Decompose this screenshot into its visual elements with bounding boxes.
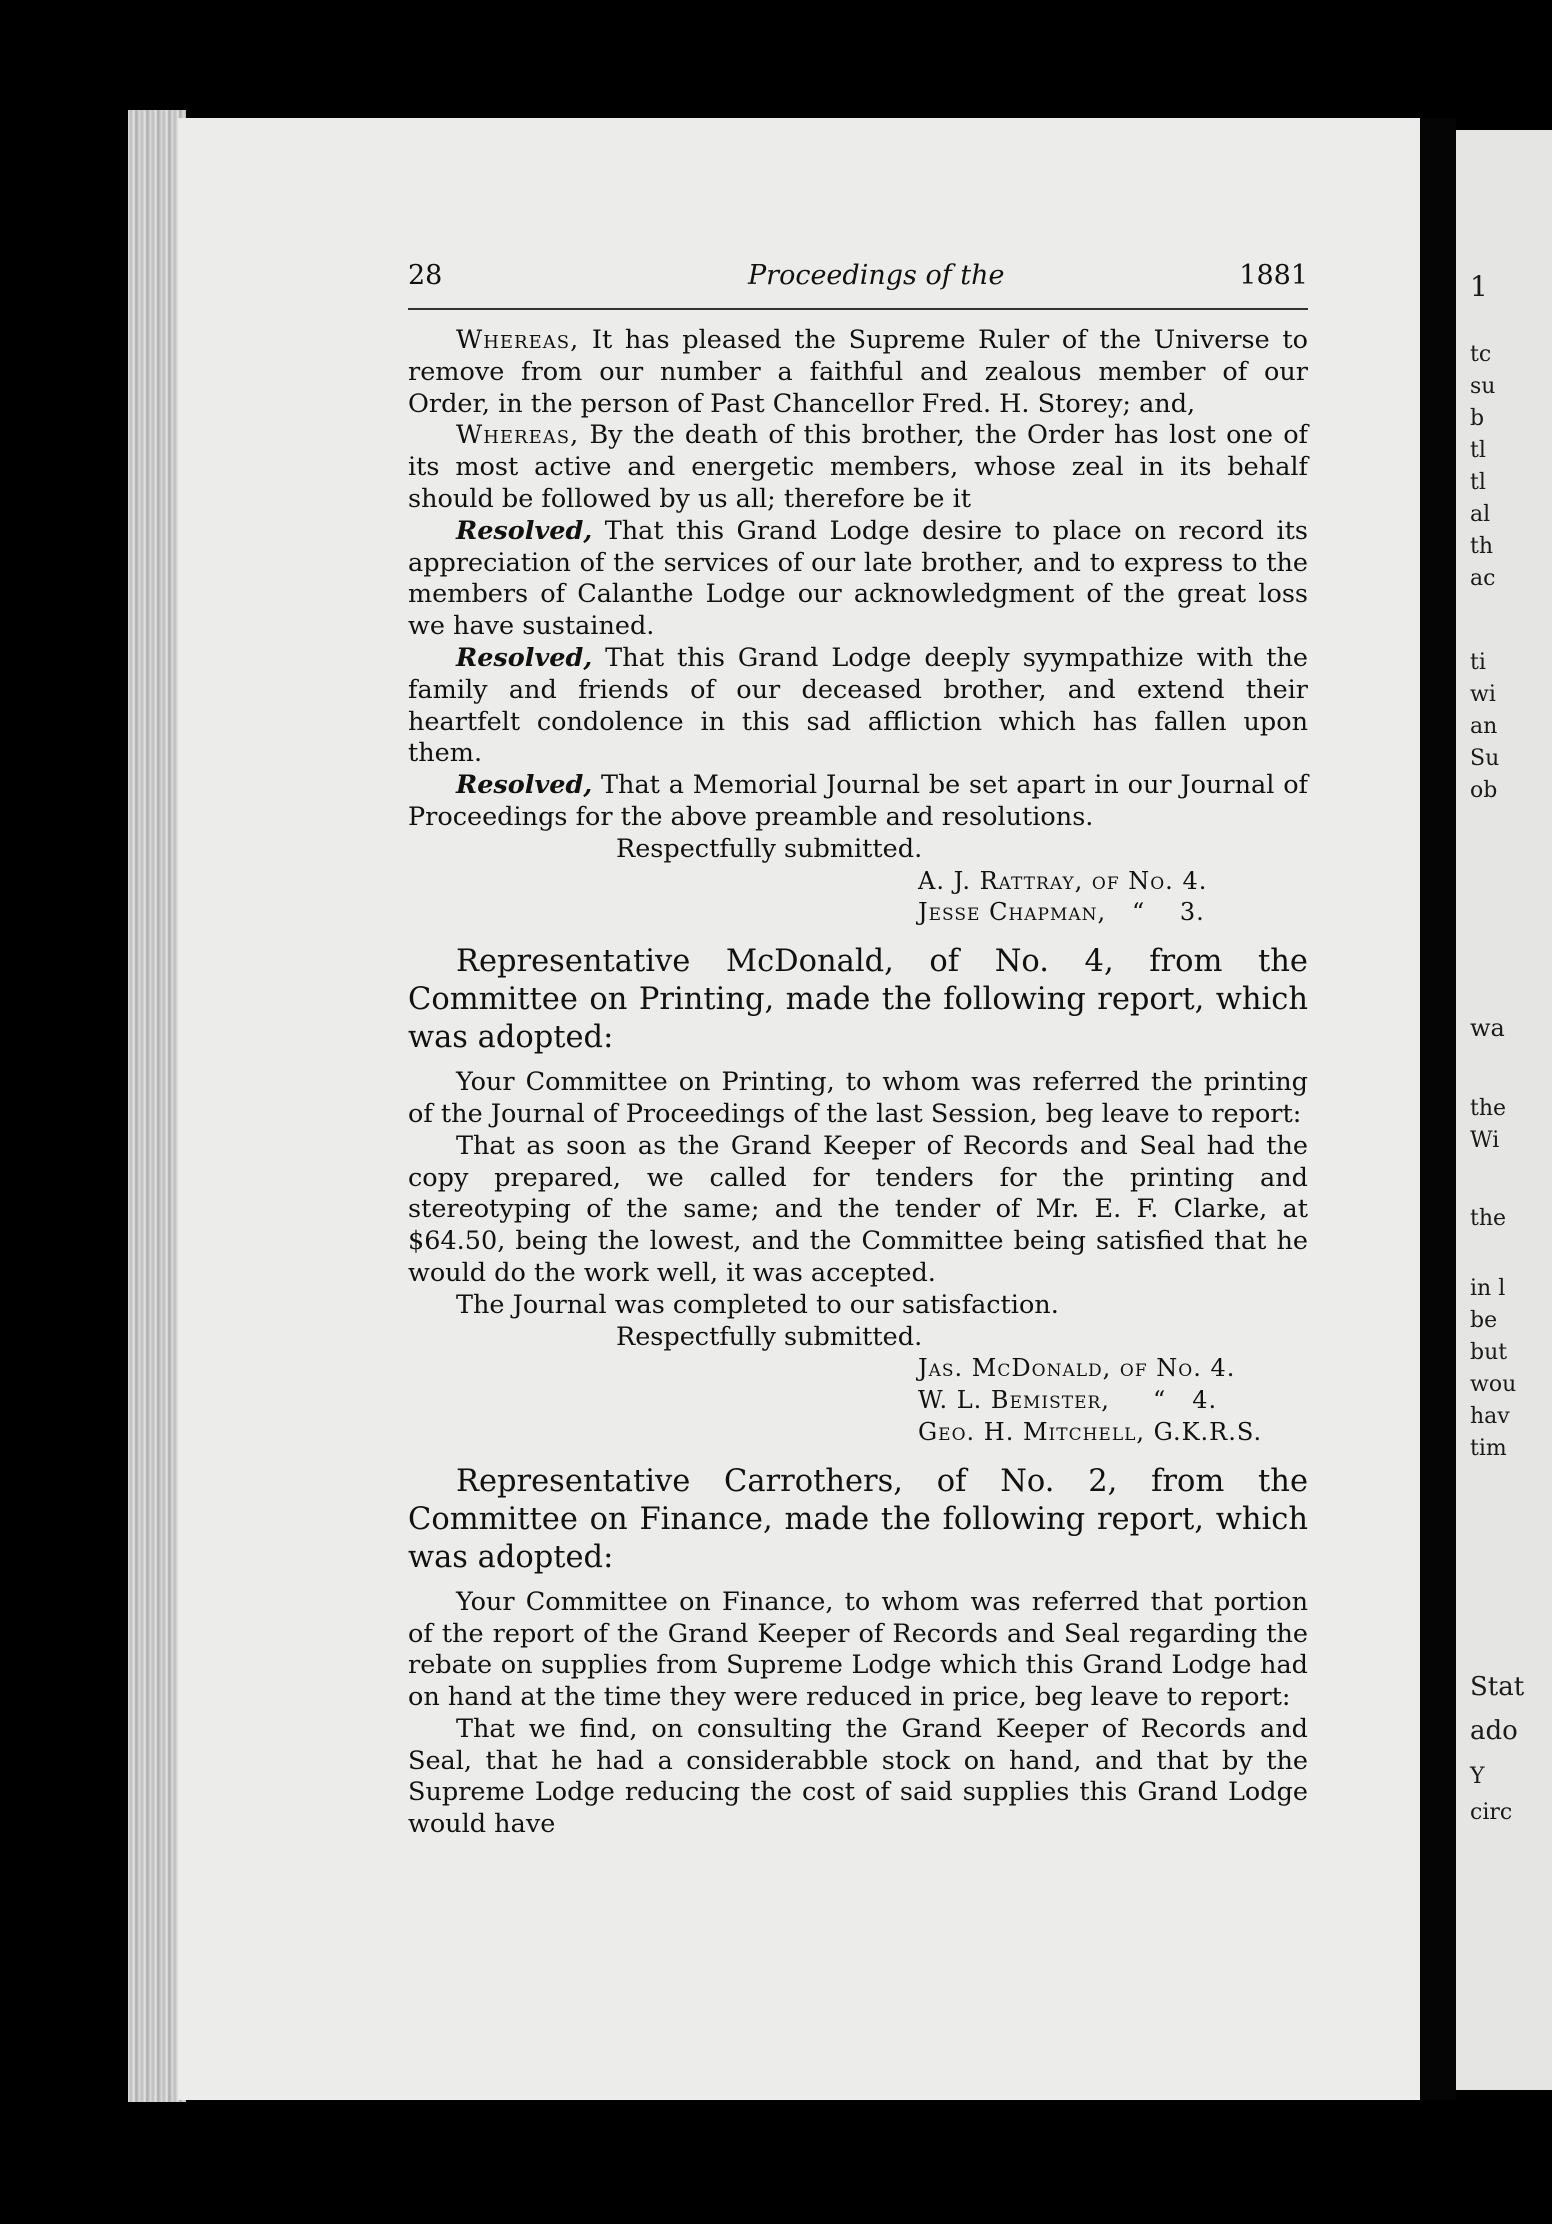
facing-fragment: in l (1470, 1276, 1506, 1301)
header-rule (408, 308, 1308, 310)
facing-fragment: tim (1470, 1436, 1507, 1461)
paragraph-text: It has pleased the Supreme Ruler of the Universe to remove from our number a faithful and zealous member of our Order, in the person of Past Chancellor Fred. H. Storey; and, (408, 325, 1308, 419)
running-title: Proceedings of the (748, 260, 1005, 291)
report-paragraph: That as soon as the Grand Keeper of Records and Seal had the copy prepared, we called for tenders for the printing and stereotyping of the same; and the tender of Mr. E. F. Clarke, at $64.50, being the lowest, and the Committee being satisfied that he would do the work well, it was accepted. (408, 1130, 1308, 1288)
report-paragraph: The Journal was completed to our satisfaction. (456, 1289, 1059, 1320)
facing-fragment: Y (1470, 1764, 1485, 1789)
lead-word: Whereas, (456, 325, 580, 355)
report-paragraph: That we find, on consulting the Grand Keeper of Records and Seal, that he had a considerabble stock on hand, and that by the Supreme Lodge reducing the cost of said supplies this Grand Lodge would have (408, 1713, 1308, 1840)
resolution-paragraph (408, 516, 1308, 643)
running-header (408, 260, 1308, 300)
report-intro: Representative Carrothers, of No. 2, from the Committee on Finance, made the following report, which was adopted: (408, 1463, 1308, 1575)
header-year: 1881 (1239, 260, 1308, 291)
paragraph-text: By the death of this brother, the Order has lost one of its most active and energetic members, whose zeal in its behalf should be followed by us all; therefore be it (408, 420, 1308, 514)
lead-word: Resolved, (456, 642, 593, 673)
page-number: 28 (408, 260, 443, 291)
facing-fragment: be (1470, 1308, 1498, 1333)
resolution-paragraph (408, 770, 1308, 834)
facing-fragment: ado (1470, 1716, 1518, 1746)
facing-fragment: an (1470, 714, 1498, 739)
facing-fragment: tl (1470, 438, 1486, 463)
lead-word: Resolved, (456, 770, 593, 801)
lead-word: Whereas, (456, 420, 580, 451)
facing-fragment: the (1470, 1096, 1507, 1121)
signature-line: W. L. Bemister, “ 4. (918, 1386, 1218, 1415)
facing-fragment: wou (1470, 1372, 1517, 1397)
signature-line: A. J. Rattray, of No. 4. (918, 866, 1208, 895)
whereas-paragraph (408, 325, 1308, 420)
facing-fragment: circ (1470, 1800, 1513, 1825)
book-gutter (1420, 118, 1456, 2100)
facing-fragment: but (1470, 1340, 1508, 1365)
signature-line: Jas. McDonald, of No. 4. (918, 1354, 1236, 1383)
report-paragraph: Your Committee on Printing, to whom was referred the printing of the Journal of Proceedings of the last Session, beg leave to report: (408, 1067, 1308, 1129)
paragraph-text: That this Grand Lodge deeply syympathize with the family and friends of our deceased brother, and extend their heartfelt condolence in this sad affliction which has fallen upon them. (408, 642, 1308, 769)
paragraph-text: That a Memorial Journal be set apart in our Journal of Proceedings for the above preamble and resolutions. (408, 770, 1308, 832)
facing-fragment: ob (1470, 778, 1498, 803)
report-paragraph: Your Committee on Finance, to whom was referred that portion of the report of the Grand Keeper of Records and Seal regarding the rebate on supplies from Supreme Lodge which this Grand Lodge had on hand at the time they were reduced in price, beg leave to report: (408, 1586, 1308, 1713)
facing-fragment: al (1470, 502, 1491, 527)
facing-fragment: hav (1470, 1404, 1510, 1429)
facing-fragment: tl (1470, 470, 1486, 495)
facing-fragment: wa (1470, 1014, 1505, 1042)
signature-line: Jesse Chapman, “ 3. (918, 898, 1205, 927)
facing-fragment: su (1470, 374, 1496, 399)
facing-page (1456, 130, 1552, 2090)
whereas-paragraph (408, 420, 1308, 515)
paragraph-text: That this Grand Lodge desire to place on record its appreciation of the services of our late brother, and to express to the members of Calanthe Lodge our acknowledgment of the great loss we have sustained. (408, 515, 1308, 642)
closing-line: Respectfully submitted. (616, 833, 923, 864)
facing-fragment: th (1470, 534, 1494, 559)
closing-line: Respectfully submitted. (616, 1321, 923, 1352)
facing-fragment: ac (1470, 566, 1496, 591)
facing-fragment: Stat (1470, 1672, 1525, 1702)
facing-fragment: ti (1470, 650, 1486, 675)
facing-fragment: Su (1470, 746, 1500, 771)
resolution-paragraph (408, 643, 1308, 770)
facing-fragment: wi (1470, 682, 1496, 707)
facing-fragment: b (1470, 406, 1485, 431)
facing-fragment: tc (1470, 342, 1492, 367)
signature-line: Geo. H. Mitchell, G.K.R.S. (918, 1417, 1263, 1446)
facing-fragment: the (1470, 1206, 1507, 1231)
facing-fragment: Wi (1470, 1128, 1500, 1153)
lead-word: Resolved, (456, 515, 593, 546)
report-intro: Representative McDonald, of No. 4, from the Committee on Printing, made the following report, which was adopted: (408, 944, 1308, 1056)
facing-fragment: 1 (1470, 270, 1488, 303)
page-body (408, 325, 1308, 1841)
